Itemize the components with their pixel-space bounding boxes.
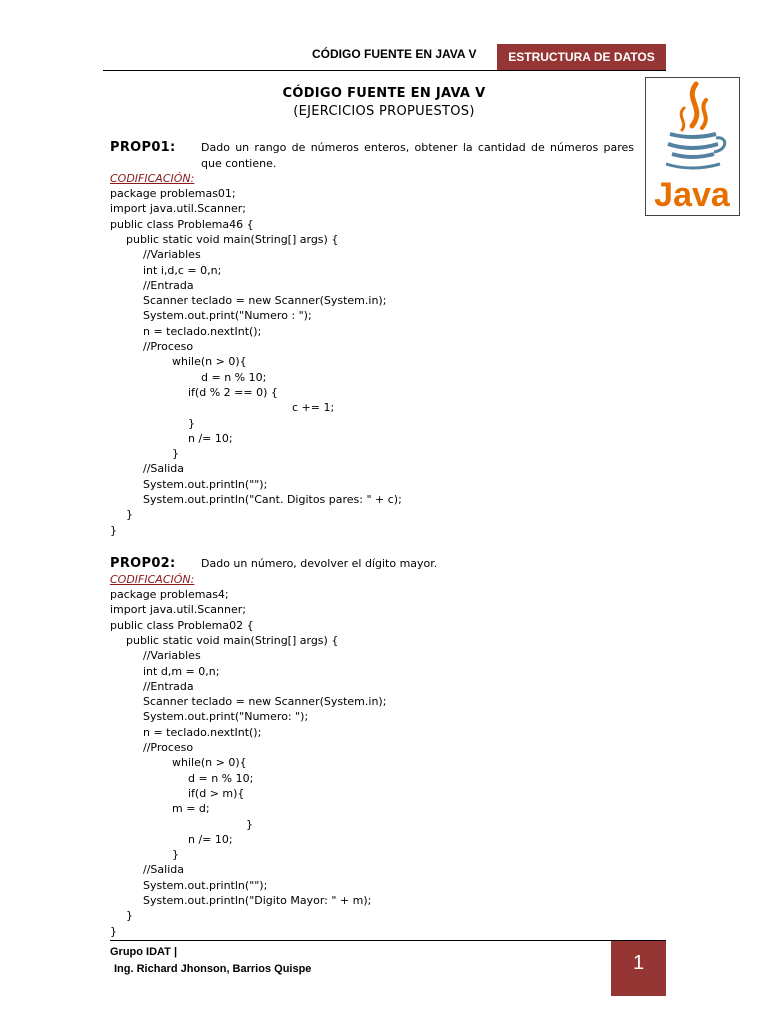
code-line: public static void main(String[] args) {	[126, 633, 339, 647]
code-line: }	[126, 508, 133, 522]
footer-group: Grupo IDAT |	[110, 946, 178, 958]
running-header-section: ESTRUCTURA DE DATOS	[497, 44, 666, 70]
code-line: Scanner teclado = new Scanner(System.in);	[143, 294, 387, 308]
code-line: m = d;	[172, 802, 210, 816]
code-line: //Proceso	[143, 741, 194, 754]
codification-label: CODIFICACIÓN:	[110, 172, 195, 185]
header-rule	[103, 70, 666, 71]
code-line: System.out.println("Digito Mayor: " + m);	[143, 894, 372, 907]
code-line: d = n % 10;	[201, 370, 267, 384]
code-line: System.out.print("Numero : ");	[143, 309, 312, 323]
code-line: if(d > m){	[188, 786, 245, 800]
codification-label: CODIFICACIÓN:	[110, 573, 195, 586]
code-line: int d,m = 0,n;	[143, 664, 220, 678]
code-line: //Entrada	[143, 679, 194, 693]
code-line: System.out.print("Numero: ");	[143, 710, 309, 724]
exercise-description: Dado un rango de números enteros, obtener la cantidad de números pares que contiene.	[201, 141, 634, 170]
page-subtitle: (EJERCICIOS PROPUESTOS)	[293, 104, 475, 119]
code-line: //Variables	[143, 649, 201, 663]
code-line: }	[110, 523, 117, 537]
code-line: Scanner teclado = new Scanner(System.in);	[143, 695, 387, 709]
code-line: }	[110, 924, 117, 938]
code-line: }	[172, 447, 179, 461]
code-line: public class Problema46 {	[110, 217, 254, 231]
code-line: System.out.println("Cant. Digitos pares: " + c);	[143, 493, 402, 506]
code-line: while(n > 0){	[172, 355, 247, 369]
code-line: while(n > 0){	[172, 756, 247, 770]
code-line: //Salida	[143, 863, 184, 877]
code-line: }	[172, 848, 179, 862]
code-line: public class Problema02 {	[110, 618, 254, 632]
java-logo-wordmark: Java	[654, 176, 730, 214]
code-line: //Variables	[143, 248, 201, 262]
code-line: c += 1;	[292, 401, 335, 415]
code-line: n = teclado.nextInt();	[143, 324, 262, 338]
code-line: import java.util.Scanner;	[110, 202, 246, 216]
footer-rule	[110, 940, 666, 941]
code-line: package problemas01;	[110, 187, 236, 200]
code-line: //Entrada	[143, 278, 194, 292]
code-line: public static void main(String[] args) {	[126, 232, 339, 246]
code-line: n = teclado.nextInt();	[143, 725, 262, 739]
exercise-label: PROP02:	[110, 556, 176, 571]
code-line: d = n % 10;	[188, 771, 254, 785]
running-header-title: CÓDIGO FUENTE EN JAVA V	[312, 47, 477, 61]
code-line: if(d % 2 == 0) {	[188, 385, 278, 399]
page-title: CÓDIGO FUENTE EN JAVA V	[282, 86, 486, 101]
exercise-label: PROP01:	[110, 140, 176, 155]
code-line: int i,d,c = 0,n;	[143, 263, 222, 277]
code-line: }	[126, 909, 133, 923]
code-line: n /= 10;	[188, 832, 233, 846]
code-line: }	[188, 416, 195, 430]
code-line: //Proceso	[143, 340, 194, 353]
exercise-description: Dado un número, devolver el dígito mayor.	[201, 557, 438, 570]
code-line: package problemas4;	[110, 588, 229, 601]
code-line: }	[246, 817, 253, 831]
code-line: System.out.println("");	[143, 878, 268, 892]
code-line: //Salida	[143, 462, 184, 476]
page-number: 1	[611, 941, 666, 996]
code-line: import java.util.Scanner;	[110, 603, 246, 617]
code-line: n /= 10;	[188, 431, 233, 445]
footer-author: Ing. Richard Jhonson, Barrios Quispe	[114, 963, 312, 975]
code-line: System.out.println("");	[143, 477, 268, 491]
